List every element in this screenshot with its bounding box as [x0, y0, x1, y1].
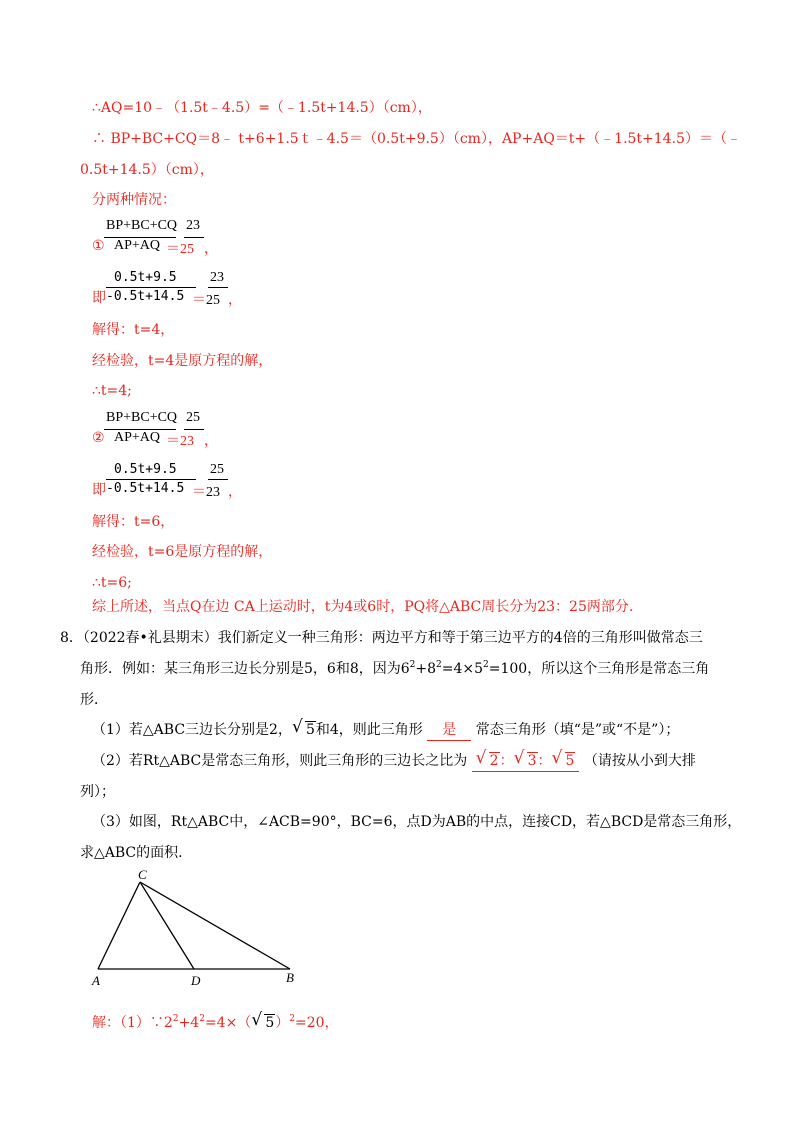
equals-ratio-denominator: ＝25: [192, 293, 220, 308]
label-b: B: [286, 970, 294, 985]
case-1-simplified-equation: [106, 270, 246, 310]
comma: ，: [204, 242, 218, 257]
part-2: （2）若Rt△ABC是常态三角形，则此三角形的三边长之比为 √ 2： √ 3： √ 5 （请按从小到大排: [92, 751, 696, 772]
solution-line-aq: ∴AQ=10﹣（1.5t﹣4.5）=（﹣1.5t+14.5）（cm），: [92, 100, 432, 116]
fraction-bar: [106, 479, 196, 480]
ratio-numerator: 25: [186, 410, 200, 425]
fraction-numerator: 0.5t+9.5: [114, 462, 177, 477]
triangle-figure: [85, 865, 315, 995]
segment-cd: [140, 882, 194, 969]
solution-part-1: 解：$(1)\because 2^2+4^2=4\times$（ √ 5）$^2$=20，: [92, 1010, 339, 1031]
comma: ，: [228, 485, 242, 500]
equals-ratio-denominator: ＝25: [166, 242, 194, 257]
part-1: （1）若△ABC三边长分别是2， √ 5和4，则此三角形 是 常态三角形（填“是”或“不是”）；: [92, 720, 679, 741]
case-1-check: 经检验，t=4是原方程的解，: [92, 353, 273, 369]
label-a: A: [92, 973, 100, 988]
case-2-check: 经检验，t=6是原方程的解，: [92, 544, 273, 560]
ratio-bar: [208, 287, 228, 288]
case-1-simplified-marker: 即: [92, 290, 106, 306]
equals-ratio-denominator: ＝23: [166, 434, 194, 449]
answer-blank-1: 是: [427, 720, 471, 741]
sqrt-5: √ 5: [291, 717, 315, 738]
case-1-marker: ①: [92, 238, 105, 254]
solution-line-two-cases: 分两种情况：: [92, 192, 176, 208]
ratio-bar: [208, 479, 228, 480]
ratio-numerator: 23: [186, 218, 200, 233]
comma: ，: [228, 293, 242, 308]
question-8-example-end: 形．: [80, 692, 108, 708]
case-2-simplified-marker: 即: [92, 482, 106, 498]
fraction-bar: [106, 287, 196, 288]
fraction-denominator: -0.5t+14.5: [106, 481, 185, 496]
part-3: （3）如图，Rt△ABC中，∠ACB=90°，BC=6，点D为AB的中点，连接CD，若△BCD是常态三角形，: [92, 814, 742, 830]
fraction-denominator: AP+AQ: [114, 430, 161, 445]
fraction-numerator: 0.5t+9.5: [114, 270, 177, 285]
segment-ca: [98, 882, 140, 969]
ratio-numerator: 23: [210, 270, 224, 285]
case-1-result: ∴t=4;: [92, 383, 132, 399]
fraction-denominator: -0.5t+14.5: [106, 289, 185, 304]
equals-ratio-denominator: ＝23: [192, 485, 220, 500]
case-1-equation: [104, 220, 244, 260]
fraction-numerator: BP+BC+CQ: [106, 410, 178, 425]
question-8-heading: 8．（2022春•礼县期末）我们新定义一种三角形：两边平方和等于第三边平方的4倍的三角形叫做常态三: [60, 630, 703, 646]
ratio-numerator: 25: [210, 462, 224, 477]
case-2-marker: ②: [92, 430, 105, 446]
part-2-cont: 列）；: [80, 784, 115, 800]
case-2-simplified-equation: [106, 462, 246, 502]
part-3-cont: 求△ABC的面积.: [80, 845, 183, 861]
answer-blank-2: √ 2： √ 3： √ 5: [472, 751, 580, 772]
fraction-numerator: BP+BC+CQ: [106, 218, 178, 233]
solution-conclusion: 综上所述，当点Q在边 CA上运动时，t为4或6时，PQ将△ABC周长分为23：25两部分.: [92, 599, 634, 615]
fraction-denominator: AP+AQ: [114, 238, 161, 253]
question-8-example: 角形．例如：某三角形三边长分别是5，6和8，因为$6^2+8^2=4\times 5^2=100$，所以这个三角形是常态三角: [80, 660, 710, 677]
segment-cb: [140, 882, 290, 969]
label-c: C: [138, 867, 147, 882]
case-2-result: ∴t=6;: [92, 575, 132, 591]
solution-line-perimeter: ∴ BP+BC+CQ＝8﹣ t+6+1.5ｔ﹣4.5＝（0.5t+9.5）（cm），AP+AQ＝t+（﹣1.5t+14.5）＝（﹣: [92, 131, 741, 147]
label-d: D: [191, 973, 201, 988]
case-2-equation: [104, 412, 244, 452]
case-1-solve: 解得：t=4，: [92, 322, 175, 338]
comma: ，: [204, 434, 218, 449]
solution-line-perimeter-cont: 0.5t+14.5）（cm），: [80, 162, 214, 178]
case-2-solve: 解得：t=6，: [92, 514, 175, 530]
sqrt-5: √ 5: [251, 1010, 275, 1031]
